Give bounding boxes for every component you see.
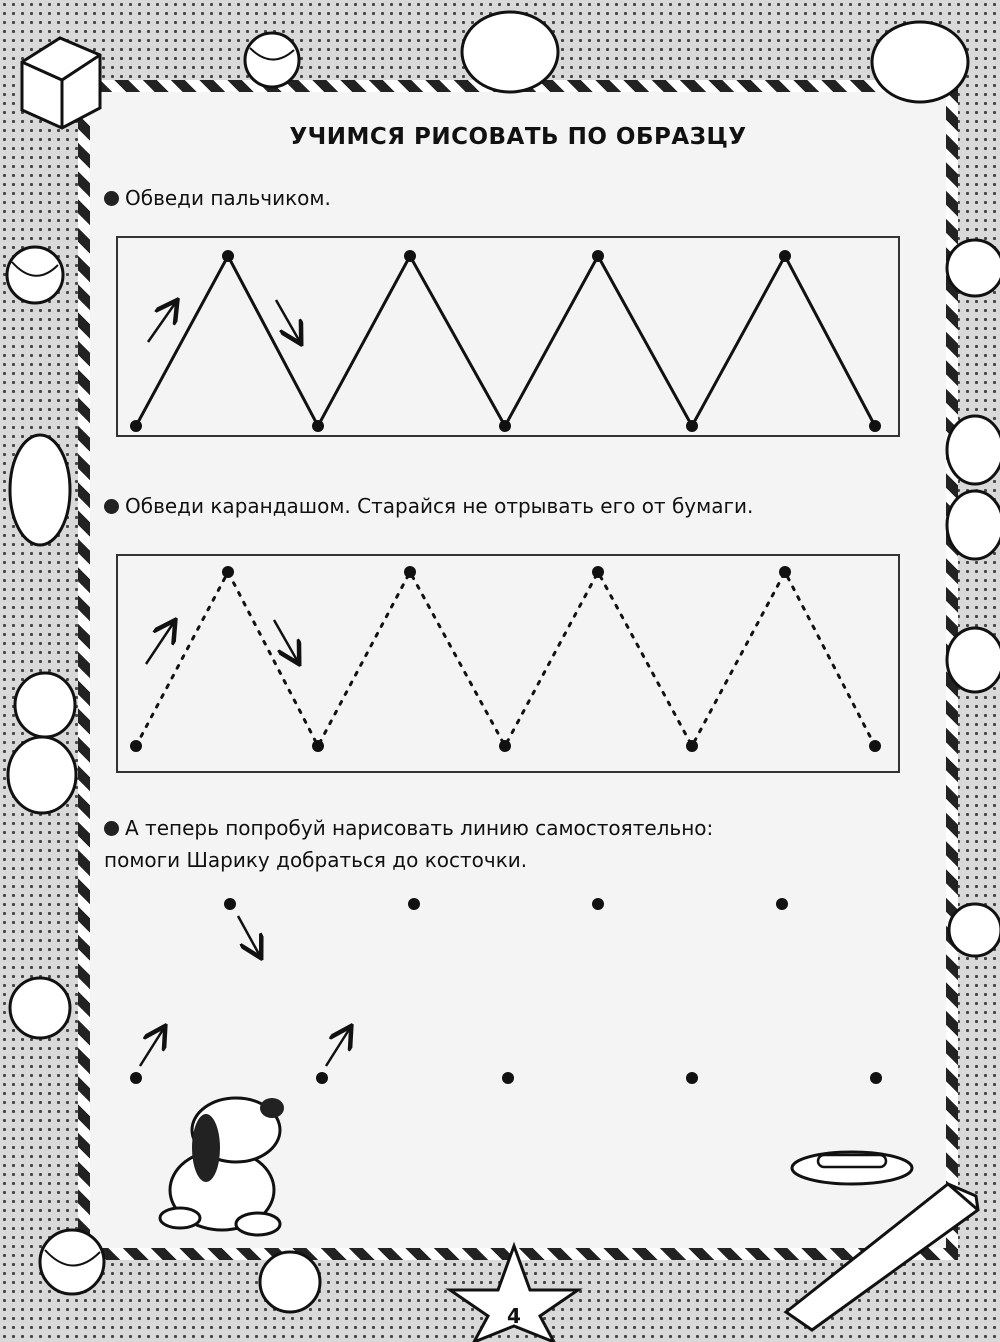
- task-2-zigzag: [130, 566, 881, 752]
- arrow-icon: [140, 1028, 164, 1066]
- balloon-icon: [947, 628, 1000, 692]
- arrow-icon: [146, 622, 174, 664]
- arrow-icon: [148, 302, 176, 342]
- dog-icon: [160, 1098, 284, 1235]
- ball-icon: [260, 1252, 320, 1312]
- ball-icon: [947, 240, 1000, 296]
- pencil-icon: [786, 1184, 978, 1330]
- ball-icon: [40, 1230, 104, 1294]
- balloon-icon: [947, 416, 1000, 559]
- balloon-icon: [462, 12, 558, 92]
- arrow-icon: [326, 1028, 350, 1066]
- task-1-zigzag: [130, 250, 881, 432]
- ball-icon: [949, 904, 1000, 956]
- task-3-text-line2: помоги Шарику добраться до косточки.: [104, 848, 528, 872]
- cube-icon: [22, 38, 100, 128]
- balloon-icon: [8, 673, 76, 813]
- page-title: УЧИМСЯ РИСОВАТЬ ПО ОБРАЗЦУ: [289, 124, 747, 150]
- balloon-icon: [10, 435, 70, 545]
- page-number: 4: [507, 1304, 521, 1328]
- arrow-icon: [274, 620, 298, 662]
- ball-icon: [10, 978, 70, 1038]
- arrow-icon: [238, 916, 260, 956]
- ball-icon: [7, 247, 63, 303]
- task-2-text: Обведи карандашом. Старайся не отрывать его от бумаги.: [125, 494, 754, 518]
- balloon-icon: [872, 22, 968, 102]
- task-3-text-line1: А теперь попробуй нарисовать линию самостоятельно:: [125, 816, 714, 840]
- task-1-text: Обведи пальчиком.: [125, 186, 331, 210]
- task-3-dots: [130, 898, 882, 1084]
- ball-icon: [245, 33, 299, 87]
- arrow-icon: [276, 300, 300, 342]
- bone-plate-icon: [792, 1152, 912, 1184]
